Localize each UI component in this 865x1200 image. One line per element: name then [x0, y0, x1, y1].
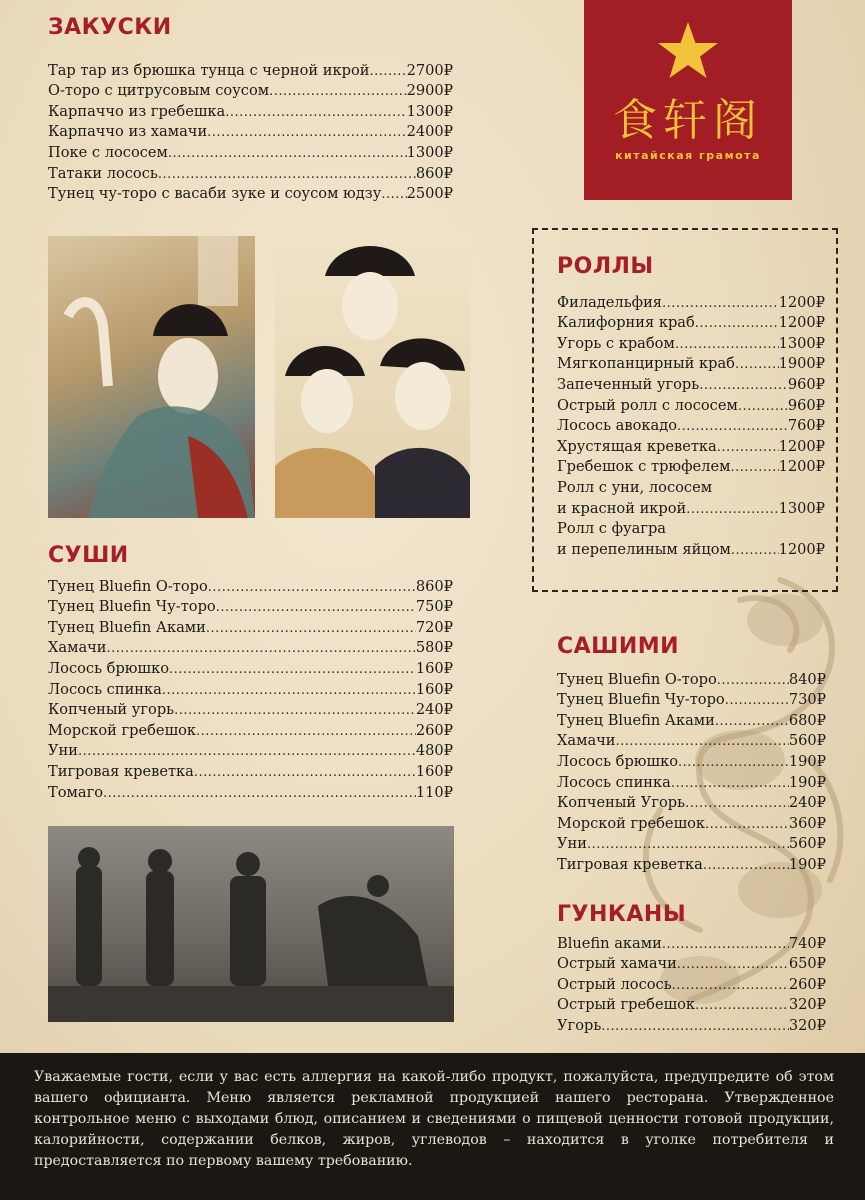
menu-item-price: 240 ₽	[416, 701, 453, 718]
menu-item-price: 360 ₽	[789, 815, 826, 832]
restaurant-logo	[584, 0, 792, 200]
menu-item-price: 860 ₽	[416, 165, 453, 182]
menu-list-zakuski	[48, 58, 453, 202]
dot-leader	[107, 641, 416, 656]
dot-leader	[725, 693, 789, 708]
menu-item-price: 740 ₽	[789, 935, 826, 952]
menu-item-name: Ролл с фуагра	[557, 520, 666, 538]
menu-item-name: Острый ролл с лососем	[557, 396, 738, 414]
menu-item-name: Копченый Угорь	[557, 794, 686, 812]
menu-item-name: Лосось спинка	[48, 680, 162, 698]
menu-item	[557, 972, 826, 993]
dot-leader	[225, 105, 406, 120]
dot-leader	[158, 167, 416, 182]
menu-item-name: Угорь	[557, 1016, 602, 1034]
menu-item	[557, 455, 825, 476]
menu-list-sushi	[48, 574, 453, 801]
menu-item-name: Лосось авокадо	[557, 417, 677, 435]
menu-item-price: 730 ₽	[789, 691, 826, 708]
menu-item	[48, 99, 453, 120]
menu-item	[557, 434, 825, 455]
menu-list-gunkan	[557, 931, 826, 1034]
menu-item	[48, 120, 453, 141]
menu-item-name: Угорь с крабом	[557, 334, 675, 352]
menu-item	[48, 58, 453, 79]
menu-item-name: Тунец Bluefin Чу-торо	[48, 598, 216, 616]
menu-item-price: 2400 ₽	[407, 123, 453, 140]
menu-item-price: 160 ₽	[416, 660, 453, 677]
dot-leader	[208, 580, 416, 595]
dot-leader	[717, 440, 779, 455]
menu-item	[48, 79, 453, 100]
menu-item-price: 240 ₽	[789, 794, 826, 811]
section-title-rolls: РОЛЛЫ	[557, 254, 654, 279]
menu-item-name: Уни	[48, 742, 78, 760]
menu-item-name: Татаки лосось	[48, 164, 158, 182]
dot-leader	[677, 419, 788, 434]
dot-leader	[206, 621, 416, 636]
menu-item-price: 1200 ₽	[779, 438, 825, 455]
menu-item	[48, 574, 453, 595]
menu-item-name: Морской гребешок	[557, 814, 706, 832]
menu-item-price: 480 ₽	[416, 742, 453, 759]
menu-item	[557, 770, 826, 791]
menu-item-price: 560 ₽	[789, 835, 826, 852]
menu-item-name: Тунец Bluefin О-торо	[557, 670, 717, 688]
dot-leader	[678, 755, 789, 770]
menu-item-name: Морской гребешок	[48, 721, 197, 739]
menu-item	[48, 161, 453, 182]
menu-item-name-line	[557, 517, 825, 538]
menu-item-name: Мягкопанцирный краб	[557, 355, 735, 373]
menu-item-price: 1300 ₽	[407, 144, 453, 161]
menu-item-price: 1200 ₽	[779, 294, 825, 311]
menu-item	[48, 615, 453, 636]
menu-item-name: Тунец Bluefin Аками	[557, 711, 715, 729]
menu-item-price: 860 ₽	[416, 578, 453, 595]
menu-item-price: 960 ₽	[788, 376, 825, 393]
menu-item-price: 760 ₽	[788, 417, 825, 434]
dot-leader	[616, 734, 789, 749]
menu-item	[557, 311, 825, 332]
allergy-notice-text: Уважаемые гости, если у вас есть аллергия на какой-либо продукт, пожалуйста, предупредите об этом вашего официанта. Меню является рекламной продукцией нашего ресторана. Утвержденное контрольное меню с выходами блюд, описанием и сведениями о пищевой ценности готовой продукции, калорийности, содержании белков, жиров, углеводов – находится в уголке потребителя и предоставляется по первому вашему требованию.	[34, 1069, 834, 1169]
dot-leader	[174, 703, 416, 718]
menu-item-name: Карпаччо из хамачи	[48, 123, 208, 141]
menu-item-name: Тунец чу-торо с васаби зуке и соусом юдзу	[48, 185, 382, 203]
menu-item	[557, 1013, 826, 1034]
menu-item	[557, 993, 826, 1014]
menu-item-name: Лосось спинка	[557, 773, 671, 791]
dot-leader	[675, 337, 779, 352]
menu-list-sashimi	[557, 667, 826, 873]
menu-item	[557, 688, 826, 709]
menu-item	[557, 414, 825, 435]
menu-item-price: 1300 ₽	[779, 335, 825, 352]
menu-item	[48, 595, 453, 616]
menu-item-name: Хрустящая креветка	[557, 437, 717, 455]
dot-leader	[194, 765, 416, 780]
menu-item	[557, 667, 826, 688]
dot-leader	[671, 776, 789, 791]
menu-item-name: О-торо с цитрусовым соусом	[48, 82, 270, 100]
menu-item-price: 110 ₽	[416, 784, 453, 801]
menu-item-price: 580 ₽	[416, 639, 453, 656]
menu-item	[557, 496, 825, 517]
menu-item-price: 190 ₽	[789, 753, 826, 770]
dot-leader	[715, 714, 789, 729]
dot-leader	[601, 1019, 789, 1034]
menu-item-price: 1300 ₽	[407, 103, 453, 120]
menu-item	[48, 656, 453, 677]
menu-item-name: Тар тар из брюшка тунца с черной икрой	[48, 61, 370, 79]
logo-chinese-text: 食轩阁	[613, 95, 763, 146]
menu-item-price: 260 ₽	[416, 722, 453, 739]
menu-item	[557, 749, 826, 770]
menu-item	[557, 832, 826, 853]
menu-item-price: 560 ₽	[789, 732, 826, 749]
dot-leader	[685, 796, 789, 811]
dot-leader	[730, 460, 778, 475]
dot-leader	[672, 978, 789, 993]
dot-leader	[695, 998, 789, 1013]
menu-item-price: 720 ₽	[416, 619, 453, 636]
menu-item	[48, 140, 453, 161]
dot-leader	[169, 662, 416, 677]
menu-item-price: 840 ₽	[789, 671, 826, 688]
dot-leader	[677, 957, 789, 972]
menu-item-name: Хамачи	[557, 732, 616, 750]
dot-leader	[705, 817, 789, 832]
menu-item-price: 1300 ₽	[779, 500, 825, 517]
section-title-gunkan: ГУНКАНЫ	[557, 902, 687, 927]
menu-item-name: Уни	[557, 835, 587, 853]
menu-item	[557, 811, 826, 832]
section-title-zakuski: ЗАКУСКИ	[48, 15, 172, 40]
menu-item-name: и перепелиным яйцом	[557, 540, 731, 558]
dot-leader	[168, 146, 407, 161]
dot-leader	[207, 125, 406, 140]
menu-item	[48, 182, 453, 203]
menu-item	[557, 791, 826, 812]
dot-leader	[686, 502, 778, 517]
menu-item-name: Лосось брюшко	[48, 659, 169, 677]
dot-leader	[695, 316, 779, 331]
menu-item-price: 160 ₽	[416, 763, 453, 780]
dot-leader	[735, 357, 779, 372]
menu-item	[48, 780, 453, 801]
menu-item	[557, 331, 825, 352]
menu-item	[48, 718, 453, 739]
menu-item-price: 190 ₽	[789, 774, 826, 791]
menu-item-name: Поке с лососем	[48, 143, 168, 161]
menu-item-name: Тигровая креветка	[557, 855, 703, 873]
menu-item-name: Острый лосось	[557, 975, 672, 993]
menu-item	[48, 698, 453, 719]
section-title-sushi: СУШИ	[48, 543, 129, 568]
dot-leader	[662, 296, 779, 311]
menu-item-name: Лосось брюшко	[557, 752, 678, 770]
dot-leader	[78, 744, 416, 759]
menu-item-price: 2500 ₽	[407, 185, 453, 202]
menu-item	[48, 759, 453, 780]
dot-leader	[370, 64, 407, 79]
geisha-print-left	[48, 236, 255, 518]
menu-item-name: Тигровая креветка	[48, 762, 194, 780]
menu-item-name: Филадельфия	[557, 293, 663, 311]
menu-item-price: 650 ₽	[789, 955, 826, 972]
menu-item	[48, 636, 453, 657]
dot-leader	[587, 837, 789, 852]
menu-item	[557, 931, 826, 952]
menu-item-price: 2900 ₽	[407, 82, 453, 99]
menu-item-name: Калифорния краб	[557, 314, 695, 332]
menu-item-name: Карпаччо из гребешка	[48, 102, 226, 120]
statues-photo	[48, 826, 454, 1022]
dot-leader	[196, 724, 416, 739]
dot-leader	[381, 187, 406, 202]
menu-item-price: 260 ₽	[789, 976, 826, 993]
menu-item-name: Копченый угорь	[48, 701, 175, 719]
menu-item	[557, 729, 826, 750]
menu-item	[48, 677, 453, 698]
menu-item-name: Тунец Bluefin Чу-торо	[557, 691, 725, 709]
menu-item-price: 680 ₽	[789, 712, 826, 729]
menu-item	[557, 393, 825, 414]
menu-item-name: Хамачи	[48, 639, 107, 657]
menu-item	[557, 372, 825, 393]
menu-item-name-line	[557, 475, 825, 496]
menu-item-name: Тунец Bluefin Аками	[48, 618, 206, 636]
menu-item-name: Томаго	[48, 783, 104, 801]
footer-notice	[0, 1053, 865, 1200]
geishas-print-right	[275, 236, 470, 518]
menu-item-price: 2700 ₽	[407, 62, 453, 79]
menu-item	[557, 537, 825, 558]
menu-item-price: 1900 ₽	[779, 355, 825, 372]
menu-item-price: 1200 ₽	[779, 541, 825, 558]
menu-item	[557, 952, 826, 973]
dot-leader	[269, 84, 406, 99]
dot-leader	[162, 683, 416, 698]
menu-item-price: 960 ₽	[788, 397, 825, 414]
menu-item-name: Острый хамачи	[557, 955, 677, 973]
dot-leader	[662, 937, 789, 952]
menu-item-name: Bluefin аками	[557, 934, 662, 952]
dot-leader	[738, 399, 788, 414]
menu-item	[557, 852, 826, 873]
menu-item-price: 320 ₽	[789, 996, 826, 1013]
menu-item-price: 1200 ₽	[779, 458, 825, 475]
dot-leader	[216, 600, 416, 615]
dot-leader	[103, 786, 416, 801]
menu-list-rolls	[557, 290, 825, 558]
menu-item	[48, 739, 453, 760]
menu-item-price: 750 ₽	[416, 598, 453, 615]
section-title-sashimi: САШИМИ	[557, 634, 680, 659]
logo-subtitle: китайская грамота	[615, 149, 761, 162]
menu-item-price: 160 ₽	[416, 681, 453, 698]
dot-leader	[731, 543, 779, 558]
menu-item	[557, 352, 825, 373]
menu-item-name: Острый гребешок	[557, 996, 696, 1014]
menu-item-name: Гребешок с трюфелем	[557, 458, 731, 476]
dot-leader	[699, 378, 788, 393]
dot-leader	[717, 673, 789, 688]
menu-item	[557, 708, 826, 729]
menu-item	[557, 290, 825, 311]
menu-item-name: и красной икрой	[557, 499, 687, 517]
menu-item-price: 190 ₽	[789, 856, 826, 873]
star-icon	[656, 20, 720, 80]
menu-item-name: Тунец Bluefin О-торо	[48, 577, 208, 595]
menu-item-name: Запеченный угорь	[557, 375, 700, 393]
menu-item-price: 1200 ₽	[779, 314, 825, 331]
menu-item-price: 320 ₽	[789, 1017, 826, 1034]
menu-item-name: Ролл с уни, лососем	[557, 478, 713, 496]
dot-leader	[703, 858, 789, 873]
